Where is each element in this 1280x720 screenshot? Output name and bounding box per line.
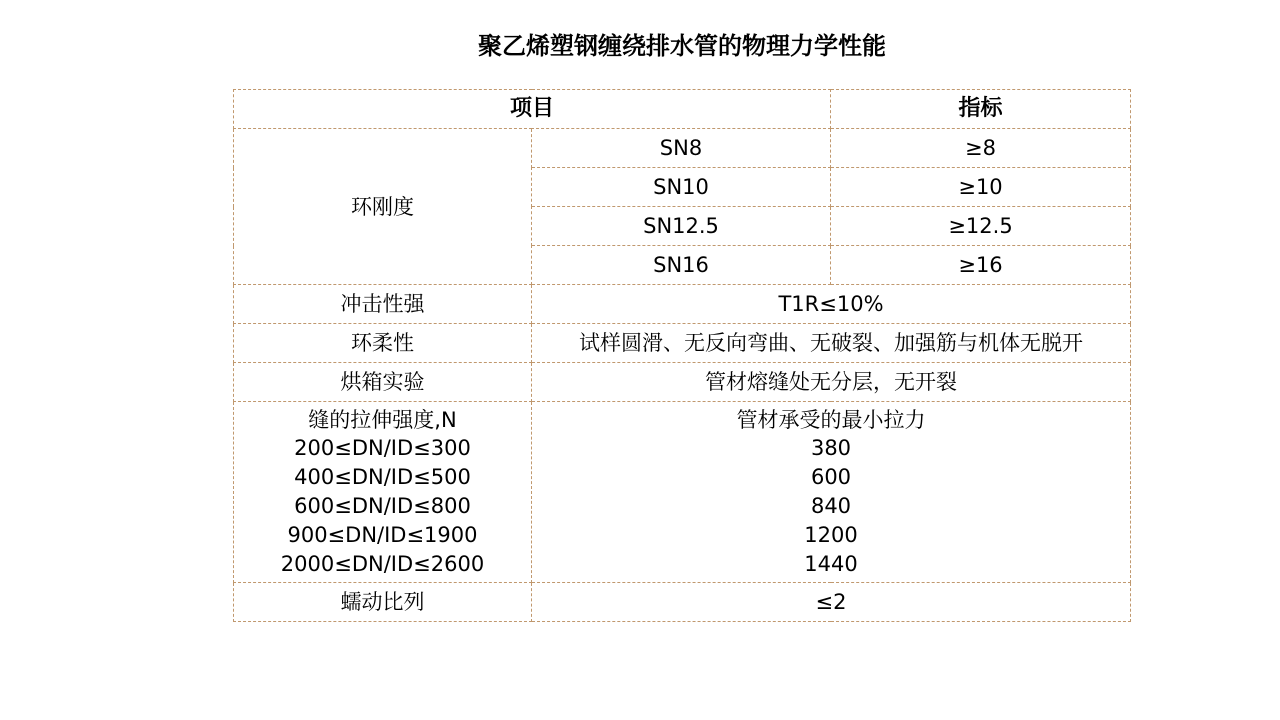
- grade-cell: SN8: [532, 129, 831, 168]
- page-title: 聚乙烯塑钢缠绕排水管的物理力学性能: [478, 32, 886, 60]
- grade-value-cell: ≥8: [831, 129, 1131, 168]
- grade-cell: SN10: [532, 168, 831, 207]
- seam-range: 2000≤DN/ID≤2600: [280, 552, 485, 576]
- seam-range: 600≤DN/ID≤800: [294, 494, 471, 518]
- seam-range: 200≤DN/ID≤300: [294, 436, 471, 460]
- ring-stiffness-label: 环刚度: [234, 129, 532, 285]
- table-row: [234, 402, 1131, 583]
- grade-value-cell: ≥10: [831, 168, 1131, 207]
- table-row: [234, 324, 1131, 363]
- header-indicator: 指标: [831, 90, 1131, 129]
- table-row: [234, 363, 1131, 402]
- seam-value: 380: [810, 436, 852, 460]
- header-item: 项目: [234, 90, 831, 129]
- ring-flex-label: 环柔性: [234, 324, 532, 363]
- impact-label: 冲击性强: [234, 285, 532, 324]
- grade-cell: SN12.5: [532, 207, 831, 246]
- table-row: [234, 285, 1131, 324]
- spec-table: [233, 89, 1131, 622]
- grade-value-cell: ≥16: [831, 246, 1131, 285]
- seam-value-header: 管材承受的最小拉力: [736, 408, 926, 432]
- seam-value: 1200: [804, 523, 858, 547]
- oven-value: 管材熔缝处无分层，无开裂: [532, 363, 1131, 402]
- seam-value: 1440: [804, 552, 858, 576]
- grade-value-cell: ≥12.5: [831, 207, 1131, 246]
- table-row: [234, 583, 1131, 622]
- seam-tensile-cell: [234, 402, 532, 583]
- seam-value: 840: [810, 494, 852, 518]
- table-row: [234, 129, 1131, 168]
- seam-range: 900≤DN/ID≤1900: [287, 523, 478, 547]
- creep-label: 蠕动比列: [234, 583, 532, 622]
- seam-value: 600: [810, 465, 852, 489]
- oven-label: 烘箱实验: [234, 363, 532, 402]
- seam-value-cell: [532, 402, 1131, 583]
- impact-value: T1R≤10%: [532, 285, 1131, 324]
- seam-range: 400≤DN/ID≤500: [294, 465, 471, 489]
- creep-value: ≤2: [532, 583, 1131, 622]
- seam-tensile-label: 缝的拉伸强度,N: [308, 408, 457, 432]
- ring-flex-value: 试样圆滑、无反向弯曲、无破裂、加强筋与机体无脱开: [532, 324, 1131, 363]
- grade-cell: SN16: [532, 246, 831, 285]
- table-header-row: [234, 90, 1131, 129]
